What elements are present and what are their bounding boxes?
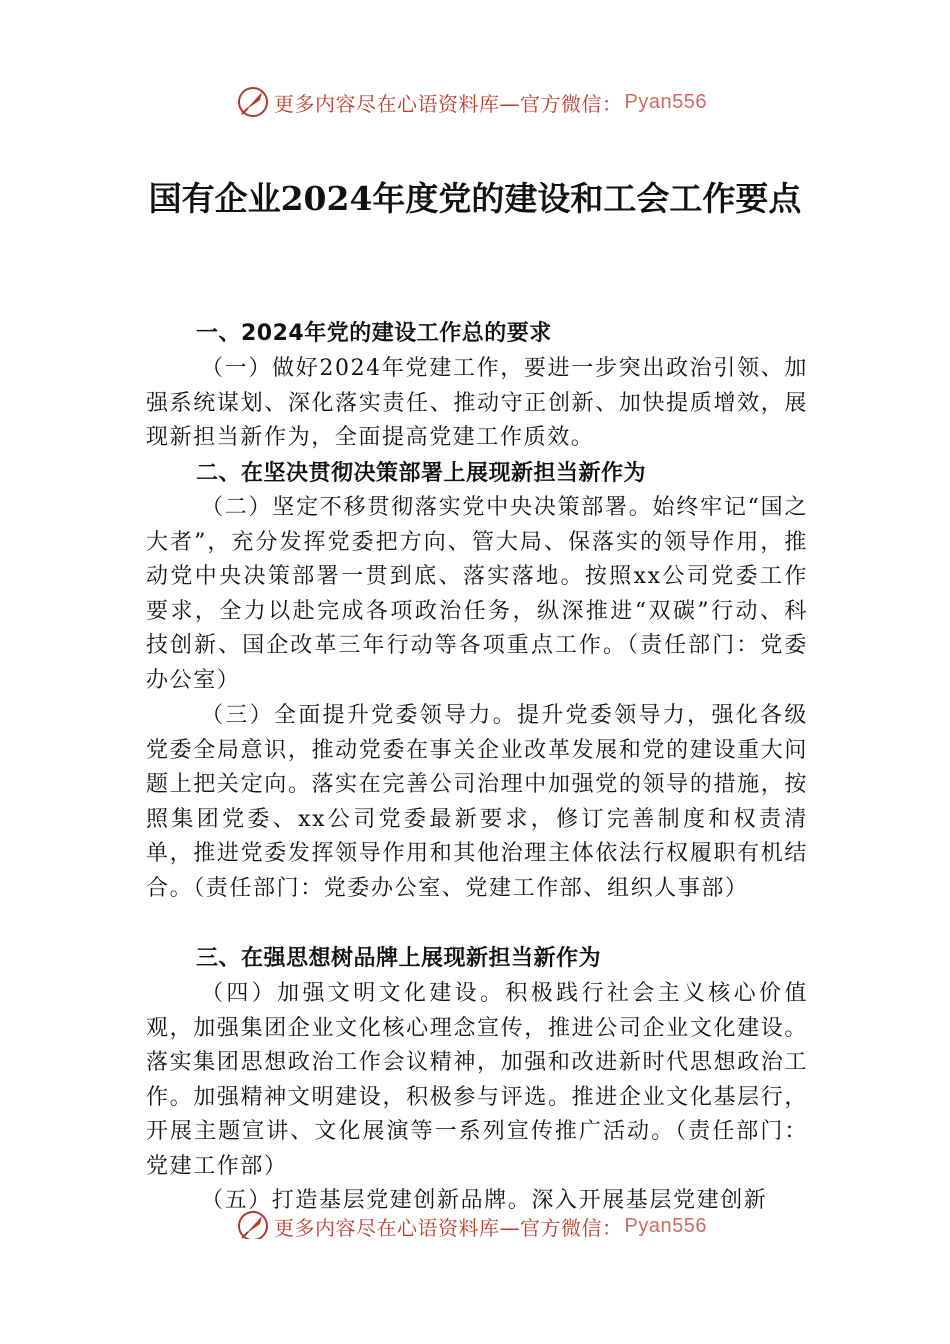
section-heading-1: 一、2024年党的建设工作总的要求	[196, 321, 552, 346]
paragraph-1: （一）做好2024年党建工作，要进一步突出政治引领、加强系统谋划、深化落实责任、推动守正创新、加快提质增效，展现新担当新作为，全面提高党建工作质效。	[146, 356, 808, 450]
paragraph-3: （三）全面提升党委领导力。提升党委领导力，强化各级党委全局意识，推动党委在事关企业改革发展和党的建设重大问题上把关定向。落实在完善公司治理中加强党的领导的措施，按照集团党委、xx公司党委最新要求，修订完善制度和权责清单，推进党委发挥领导作用和其他治理主体依法行权履职有机结合。（责任部门：党委办公室、党建工作部、组织人事部）	[146, 703, 808, 901]
quill-pen-circle-icon	[236, 1209, 270, 1239]
paragraph-4: （四）加强文明文化建设。积极践行社会主义核心价值观，加强集团企业文化核心理念宣传，推进公司企业文化建设。落实集团思想政治工作会议精神，加强和改进新时代思想政治工作。加强精神文明建设，积极参与评选。推进企业文化基层行，开展主题宣讲、文化展演等一系列宣传推广活动。（责任部门：党建工作部）	[146, 981, 808, 1179]
quill-pen-circle-icon	[236, 85, 270, 119]
watermark-account: Pyan556	[624, 90, 707, 113]
section-heading-3: 三、在强思想树品牌上展现新担当新作为	[196, 946, 602, 971]
watermark-banner-bottom	[236, 1207, 707, 1239]
watermark-banner-top	[236, 84, 707, 120]
section-heading-2: 二、在坚决贯彻决策部署上展现新担当新作为	[196, 461, 647, 486]
paragraph-2: （二）坚定不移贯彻落实党中央决策部署。始终牢记“国之大者”，充分发挥党委把方向、管大局、保落实的领导作用，推动党中央决策部署一贯到底、落实落地。按照xx公司党委工作要求，全力以赴完成各项政治任务，纵深推进“双碳”行动、科技创新、国企改革三年行动等各项重点工作。（责任部门：党委办公室）	[146, 495, 808, 693]
document-title: 国有企业2024年度党的建设和工会工作要点	[148, 179, 802, 218]
paragraph-5: （五）打造基层党建创新品牌。深入开展基层党建创新	[201, 1188, 768, 1213]
watermark-text: 更多内容尽在心语资料库—官方微信：	[274, 1215, 623, 1239]
watermark-text: 更多内容尽在心语资料库—官方微信：	[274, 91, 623, 116]
watermark-account: Pyan556	[624, 1214, 707, 1237]
